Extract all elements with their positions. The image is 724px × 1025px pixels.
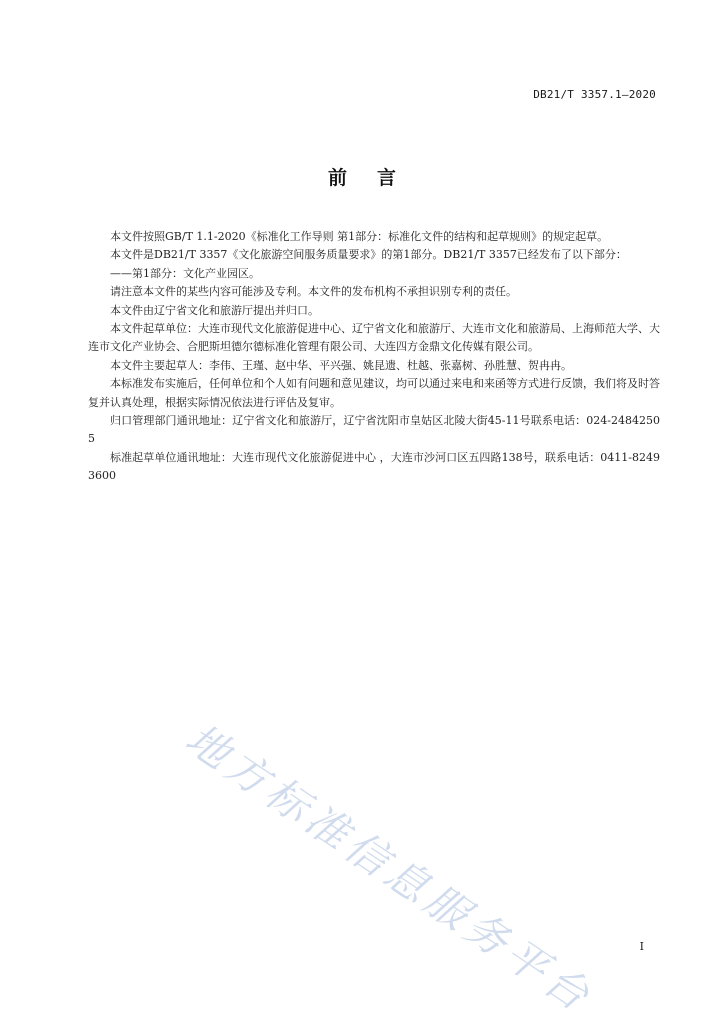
page-number: I xyxy=(639,940,644,953)
paragraph-part-info: 本文件是DB21/T 3357《文化旅游空间服务质量要求》的第1部分。DB21/T 3357已经发布了以下部分： xyxy=(110,248,627,262)
paragraph-drafter-address: 标准起草单位通讯地址：大连市现代文化旅游促进中心 ，大连市沙河口区五四路138号，联系电话：0411-82493600 xyxy=(88,450,660,483)
paragraph-part-list: ——第1部分：文化产业园区。 xyxy=(110,266,260,280)
foreword-body xyxy=(88,228,660,486)
section-title: 前言 xyxy=(327,167,426,189)
paragraph-patent-notice: 请注意本文件的某些内容可能涉及专利。本文件的发布机构不承担识别专利的责任。 xyxy=(110,285,517,299)
paragraph-proposer: 本文件由辽宁省文化和旅游厅提出并归口。 xyxy=(110,303,319,317)
paragraph-drafting-units: 本文件起草单位：大连市现代文化旅游促进中心、辽宁省文化和旅游厅、大连市文化和旅游局、上海师范大学、大连市文化产业协会、合肥斯坦德尔德标准化管理有限公司、大连四方金鼎文化传媒有限公司。 xyxy=(88,322,660,354)
paragraph-admin-address: 归口管理部门通讯地址：辽宁省文化和旅游厅，辽宁省沈阳市皇姑区北陵大街45-11号联系电话：024-24842505 xyxy=(88,414,660,446)
document-code: DB21/T 3357.1—2020 xyxy=(533,88,656,101)
paragraph-drafting-rules: 本文件按照GB/T 1.1-2020《标准化工作导则 第1部分：标准化文件的结构和起草规则》的规定起草。 xyxy=(110,230,609,243)
paragraph-drafters: 本文件主要起草人：李伟、王瑾、赵中华、平兴强、姚昆遗、杜越、张嘉树、孙胜慧、贺冉冉。 xyxy=(110,358,572,372)
paragraph-feedback: 本标准发布实施后，任何单位和个人如有问题和意见建议，均可以通过来电和来函等方式进行反馈，我们将及时答复并认真处理，根据实际情况依法进行评估及复审。 xyxy=(88,377,660,409)
watermark: 地方标准信息服务平台 xyxy=(176,713,603,1023)
